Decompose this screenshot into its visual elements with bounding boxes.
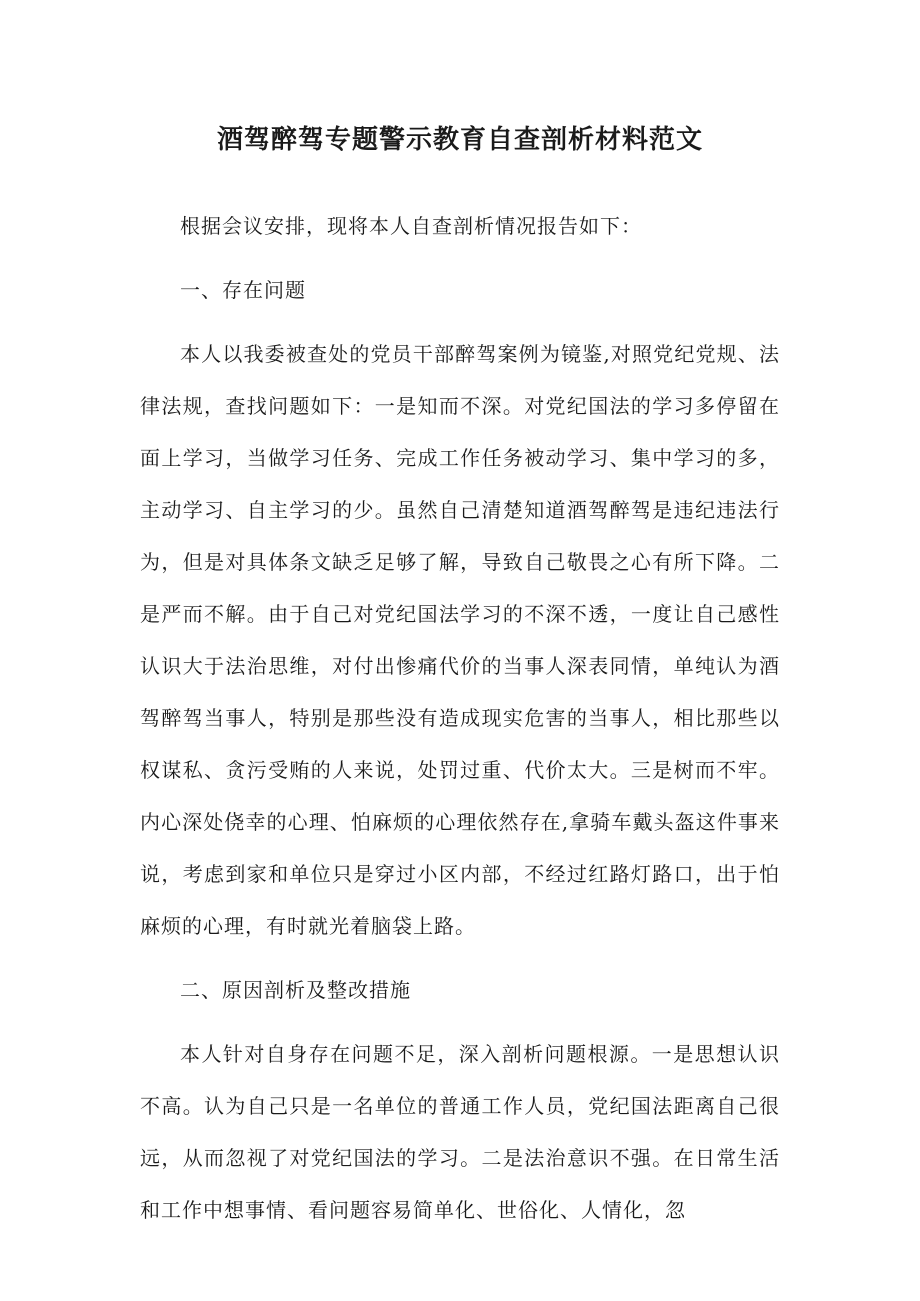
intro-paragraph: 根据会议安排，现将本人自查剖析情况报告如下： xyxy=(180,214,642,238)
section-heading-causes: 二、原因剖析及整改措施 xyxy=(180,978,411,1002)
problems-paragraph: 本人以我委被查处的党员干部醉驾案例为镜鉴,对照党纪党规、法律法规，查找问题如下：一是知而不深。对党纪国法的学习多停留在面上学习，当做学习任务、完成工作任务被动学习、集中学习的多，主动学习、自主学习的少。虽然自己清楚知道酒驾醉驾是违纪违法行为，但是对具体条文缺乏足够了解，导致自己敬畏之心有所下降。二是严而不解。由于自己对党纪国法学习的不深不透，一度让自己感性认识大于法治思维，对付出惨痛代价的当事人深表同情，单纯认为酒驾醉驾当事人，特别是那些没有造成现实危害的当事人，相比那些以权谋私、贪污受贿的人来说，处罚过重、代价太大。三是树而不牢。内心深处侥幸的心理、怕麻烦的心理依然存在,拿骑车戴头盔这件事来说，考虑到家和单位只是穿过小区内部，不经过红路灯路口，出于怕麻烦的心理，有时就光着脑袋上路。 xyxy=(140,342,780,938)
document-title: 酒驾醉驾专题警示教育自查剖析材料范文 xyxy=(216,125,703,155)
causes-paragraph: 本人针对自身存在问题不足，深入剖析问题根源。一是思想认识不高。认为自己只是一名单位的普通工作人员，党纪国法距离自己很远，从而忽视了对党纪国法的学习。二是法治意识不强。在日常生活和工作中想事情、看问题容易简单化、世俗化、人情化，忽 xyxy=(140,1042,780,1222)
section-heading-problems: 一、存在问题 xyxy=(180,278,306,302)
